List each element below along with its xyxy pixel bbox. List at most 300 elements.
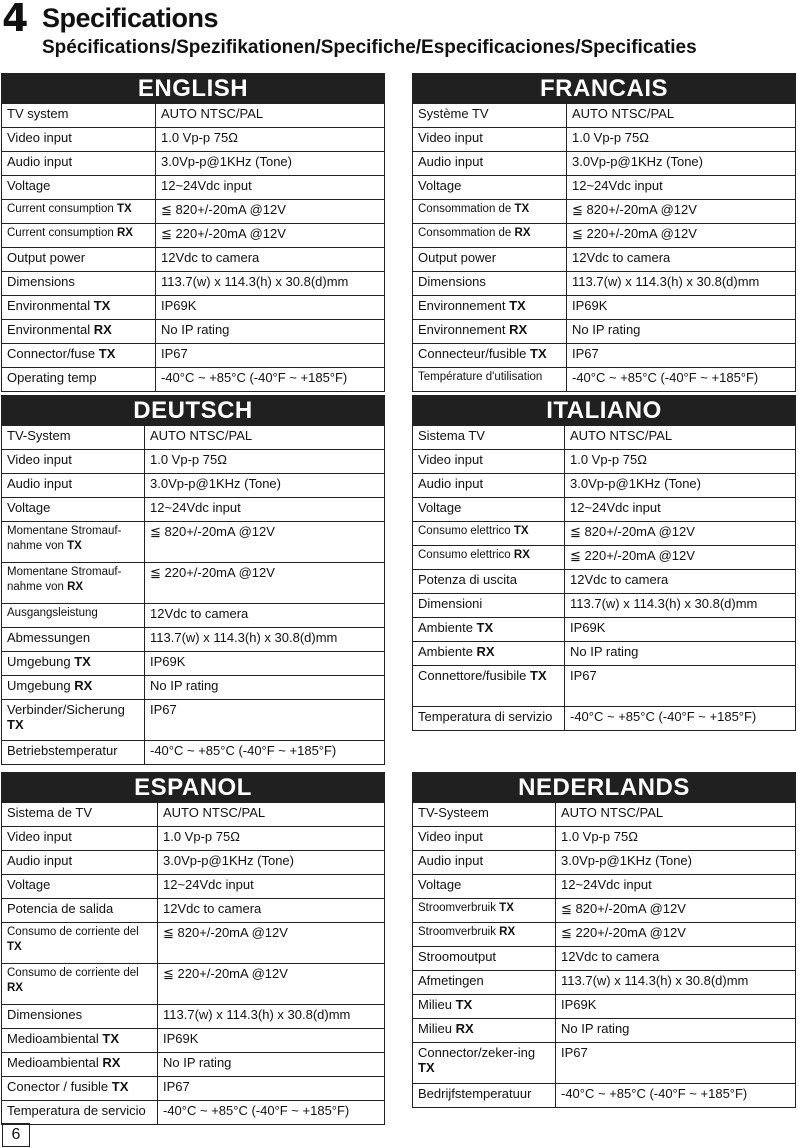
spec-label-unit: TX xyxy=(74,654,91,669)
spec-label xyxy=(2,628,145,652)
spec-label-text: Potencia de salida xyxy=(7,901,114,916)
spec-label-text: Consumo elettrico xyxy=(418,549,511,561)
spec-label-text: Video input xyxy=(418,130,483,145)
spec-row xyxy=(413,248,796,272)
spec-label-text: Consommation de xyxy=(418,203,512,215)
spec-label-text: Umgebung xyxy=(7,654,71,669)
spec-value: -40°C ~ +85°C (-40°F ~ +185°F) xyxy=(567,368,796,392)
spec-label-text: Dimensiones xyxy=(7,1007,83,1022)
spec-label-text: Bedrijfstemperatuur xyxy=(418,1086,532,1101)
spec-value: 113.7(w) x 114.3(h) x 30.8(d)mm xyxy=(556,971,796,995)
spec-label-text: Ambiente xyxy=(418,620,473,635)
spec-value: -40°C ~ +85°C (-40°F ~ +185°F) xyxy=(556,1084,796,1108)
spec-label-text: Current consumption xyxy=(7,203,114,215)
section-heading: FRANCAIS xyxy=(412,73,796,103)
spec-row xyxy=(413,200,796,224)
spec-label xyxy=(2,803,158,827)
spec-value: IP69K xyxy=(156,296,385,320)
spec-table xyxy=(412,103,796,392)
spec-label-unit: RX xyxy=(455,1021,474,1036)
spec-label-text: Dimensions xyxy=(418,274,486,289)
section-espanol xyxy=(1,772,385,1125)
spec-label xyxy=(2,426,145,450)
spec-label xyxy=(413,546,565,570)
spec-value: ≦ 820+/-20mA @12V xyxy=(567,200,796,224)
spec-label-text: Ausgangsleistung xyxy=(7,607,98,619)
spec-label-unit: TX xyxy=(7,717,24,732)
spec-value: 3.0Vp-p@1KHz (Tone) xyxy=(556,851,796,875)
spec-label xyxy=(413,827,556,851)
spec-label xyxy=(2,964,158,1005)
spec-label-unit: TX xyxy=(455,997,473,1012)
spec-label-text: Audio input xyxy=(7,853,73,868)
spec-label-unit: TX xyxy=(530,668,547,683)
spec-label xyxy=(2,224,156,248)
spec-row xyxy=(413,104,796,128)
spec-row xyxy=(413,803,796,827)
spec-value: AUTO NTSC/PAL xyxy=(567,104,796,128)
spec-label xyxy=(413,1019,556,1043)
spec-label xyxy=(413,803,556,827)
spec-row xyxy=(2,964,385,1005)
spec-row xyxy=(413,594,796,618)
spec-value: 12Vdc to camera xyxy=(158,899,385,923)
spec-row xyxy=(413,296,796,320)
spec-value: 1.0 Vp-p 75Ω xyxy=(145,450,385,474)
spec-label xyxy=(2,1053,158,1077)
spec-label xyxy=(2,1077,158,1101)
spec-label-text: Stroomverbruik xyxy=(418,902,496,914)
spec-label xyxy=(2,676,145,700)
spec-row xyxy=(2,563,385,604)
spec-value: -40°C ~ +85°C (-40°F ~ +185°F) xyxy=(565,707,796,731)
spec-label-unit: TX xyxy=(116,203,132,215)
spec-value: 12~24Vdc input xyxy=(156,176,385,200)
spec-label-text: Sistema de TV xyxy=(7,805,93,820)
spec-value: 3.0Vp-p@1KHz (Tone) xyxy=(565,474,796,498)
spec-value: 12Vdc to camera xyxy=(567,248,796,272)
page-title: Specifications xyxy=(42,3,219,33)
spec-label xyxy=(413,851,556,875)
spec-row xyxy=(2,248,385,272)
spec-row xyxy=(2,803,385,827)
spec-label-text: Consommation de xyxy=(418,227,512,239)
spec-label-text: Voltage xyxy=(418,500,462,515)
spec-value: ≦ 220+/-20mA @12V xyxy=(556,923,796,947)
spec-label-text: Connector/fuse xyxy=(7,346,96,361)
spec-value: ≦ 220+/-20mA @12V xyxy=(158,964,385,1005)
spec-label xyxy=(2,875,158,899)
spec-label-text: Milieu xyxy=(418,997,452,1012)
spec-label-text: TV-Systeem xyxy=(418,805,489,820)
spec-label-unit: RX xyxy=(514,227,531,239)
spec-label xyxy=(2,522,145,563)
spec-label xyxy=(2,320,156,344)
spec-label-text: Audio input xyxy=(7,154,73,169)
spec-row xyxy=(2,1101,385,1125)
section-francais xyxy=(412,73,796,392)
spec-label xyxy=(2,604,145,628)
spec-value: ≦ 820+/-20mA @12V xyxy=(565,522,796,546)
spec-row xyxy=(413,128,796,152)
page-number: 6 xyxy=(2,1123,30,1147)
spec-label-unit: TX xyxy=(513,525,529,537)
spec-value: AUTO NTSC/PAL xyxy=(156,104,385,128)
section-nederlands xyxy=(412,772,796,1108)
section-italiano xyxy=(412,395,796,731)
spec-row xyxy=(413,851,796,875)
spec-label-text: Voltage xyxy=(418,178,462,193)
spec-row xyxy=(2,522,385,563)
spec-value: IP67 xyxy=(156,344,385,368)
spec-value: 3.0Vp-p@1KHz (Tone) xyxy=(567,152,796,176)
spec-value: AUTO NTSC/PAL xyxy=(145,426,385,450)
spec-row xyxy=(2,1077,385,1101)
spec-label xyxy=(413,450,565,474)
spec-value: No IP rating xyxy=(556,1019,796,1043)
spec-row xyxy=(413,522,796,546)
spec-label xyxy=(413,200,567,224)
spec-label xyxy=(413,923,556,947)
spec-row xyxy=(413,875,796,899)
spec-label-unit: TX xyxy=(530,346,547,361)
spec-value: ≦ 820+/-20mA @12V xyxy=(156,200,385,224)
spec-value: IP67 xyxy=(145,700,385,741)
spec-label-text: Voltage xyxy=(7,178,51,193)
section-deutsch xyxy=(1,395,385,765)
spec-row xyxy=(413,368,796,392)
spec-label-text: Potenza di uscita xyxy=(418,572,518,587)
spec-label xyxy=(413,176,567,200)
spec-label-text: Environnement xyxy=(418,298,506,313)
spec-label-unit: RX xyxy=(74,678,93,693)
spec-row xyxy=(2,426,385,450)
spec-label-unit: TX xyxy=(111,1079,129,1094)
spec-row xyxy=(413,995,796,1019)
spec-label-unit: RX xyxy=(7,982,23,994)
spec-value: No IP rating xyxy=(567,320,796,344)
spec-row xyxy=(2,875,385,899)
spec-value: No IP rating xyxy=(565,642,796,666)
spec-row xyxy=(413,546,796,570)
spec-label-text: Temperatura de servicio xyxy=(7,1103,146,1118)
spec-row xyxy=(413,176,796,200)
spec-value: 113.7(w) x 114.3(h) x 30.8(d)mm xyxy=(158,1005,385,1029)
spec-label-unit: RX xyxy=(102,1055,121,1070)
spec-label-text: Operating temp xyxy=(7,370,97,385)
spec-row xyxy=(2,450,385,474)
spec-label-unit: TX xyxy=(93,298,111,313)
spec-label-text: Medioambiental xyxy=(7,1055,99,1070)
spec-row xyxy=(2,272,385,296)
spec-label xyxy=(413,272,567,296)
spec-row xyxy=(413,666,796,707)
spec-label-text: Consumo de corriente del xyxy=(7,967,139,979)
section-heading: ESPANOL xyxy=(1,772,385,802)
spec-row xyxy=(2,128,385,152)
spec-label-text: Milieu xyxy=(418,1021,452,1036)
spec-row xyxy=(413,707,796,731)
spec-label xyxy=(413,152,567,176)
spec-value: 1.0 Vp-p 75Ω xyxy=(565,450,796,474)
spec-label-unit: TX xyxy=(499,902,514,914)
spec-label xyxy=(2,474,145,498)
spec-label xyxy=(413,995,556,1019)
spec-value: -40°C ~ +85°C (-40°F ~ +185°F) xyxy=(145,741,385,765)
spec-label-text: Afmetingen xyxy=(418,973,484,988)
spec-label xyxy=(413,426,565,450)
spec-row xyxy=(413,827,796,851)
section-english xyxy=(1,73,385,392)
spec-label xyxy=(413,224,567,248)
spec-row xyxy=(413,498,796,522)
spec-row xyxy=(2,923,385,964)
spec-label-text: Stroomverbruik xyxy=(418,926,496,938)
spec-label-text: Environnement xyxy=(418,322,506,337)
spec-label xyxy=(2,1029,158,1053)
spec-label-unit: RX xyxy=(499,926,516,938)
spec-label xyxy=(413,875,556,899)
spec-value: No IP rating xyxy=(158,1053,385,1077)
spec-value: No IP rating xyxy=(145,676,385,700)
section-heading: NEDERLANDS xyxy=(412,772,796,802)
spec-label-text: Système TV xyxy=(418,106,489,121)
spec-label xyxy=(413,296,567,320)
spec-label-unit: RX xyxy=(93,322,112,337)
spec-row xyxy=(413,618,796,642)
spec-label-text: Video input xyxy=(7,130,72,145)
spec-row xyxy=(2,1005,385,1029)
spec-value: 113.7(w) x 114.3(h) x 30.8(d)mm xyxy=(567,272,796,296)
spec-table xyxy=(412,425,796,731)
spec-row xyxy=(2,200,385,224)
spec-row xyxy=(413,1043,796,1084)
spec-row xyxy=(413,1019,796,1043)
spec-row xyxy=(2,498,385,522)
spec-label-text: Current consumption xyxy=(7,227,114,239)
spec-label-text: Abmessungen xyxy=(7,630,91,645)
spec-table xyxy=(1,103,385,392)
spec-value: IP69K xyxy=(158,1029,385,1053)
spec-label-unit: RX xyxy=(509,322,528,337)
spec-label-text: TV-System xyxy=(7,428,71,443)
spec-label-unit: RX xyxy=(513,549,530,561)
spec-row xyxy=(413,474,796,498)
spec-label-text: Momentane Stromauf-nahme von xyxy=(7,566,122,593)
spec-label-unit: TX xyxy=(67,540,82,552)
spec-row xyxy=(413,899,796,923)
spec-row xyxy=(2,1029,385,1053)
section-heading: ENGLISH xyxy=(1,73,385,103)
spec-value: ≦ 820+/-20mA @12V xyxy=(145,522,385,563)
spec-label-text: Connettore/fusibile xyxy=(418,668,527,683)
spec-value: 1.0 Vp-p 75Ω xyxy=(556,827,796,851)
section-heading: ITALIANO xyxy=(412,395,796,425)
spec-label xyxy=(2,1005,158,1029)
spec-row xyxy=(2,152,385,176)
spec-row xyxy=(2,474,385,498)
spec-row xyxy=(413,450,796,474)
spec-row xyxy=(2,104,385,128)
chapter-number: 4 xyxy=(2,0,29,40)
spec-label xyxy=(413,474,565,498)
spec-value: No IP rating xyxy=(156,320,385,344)
spec-label xyxy=(413,344,567,368)
spec-value: AUTO NTSC/PAL xyxy=(556,803,796,827)
spec-label xyxy=(413,707,565,731)
spec-label-text: Medioambiental xyxy=(7,1031,99,1046)
spec-label xyxy=(413,128,567,152)
spec-label-text: Stroomoutput xyxy=(418,949,497,964)
spec-label xyxy=(2,104,156,128)
spec-label-text: Audio input xyxy=(7,476,73,491)
spec-row xyxy=(2,741,385,765)
spec-label-text: Voltage xyxy=(7,500,51,515)
page-subtitle: Spécifications/Spezifikationen/Specifiche/Especificaciones/Specificaties xyxy=(42,37,697,58)
spec-label-unit: RX xyxy=(476,644,495,659)
spec-row xyxy=(2,676,385,700)
spec-value: 1.0 Vp-p 75Ω xyxy=(158,827,385,851)
spec-value: IP67 xyxy=(556,1043,796,1084)
spec-row xyxy=(413,570,796,594)
spec-row xyxy=(2,224,385,248)
spec-value: 113.7(w) x 114.3(h) x 30.8(d)mm xyxy=(565,594,796,618)
spec-value: 12Vdc to camera xyxy=(565,570,796,594)
spec-value: 3.0Vp-p@1KHz (Tone) xyxy=(156,152,385,176)
spec-label-text: Video input xyxy=(418,829,483,844)
spec-value: IP67 xyxy=(567,344,796,368)
spec-value: 12~24Vdc input xyxy=(158,875,385,899)
spec-label-unit: TX xyxy=(98,346,116,361)
spec-value: IP67 xyxy=(565,666,796,707)
spec-label-text: Verbinder/Sicherung xyxy=(7,702,125,717)
spec-label-text: Output power xyxy=(418,250,497,265)
spec-label xyxy=(2,152,156,176)
spec-label-text: Audio input xyxy=(418,154,484,169)
spec-value: 3.0Vp-p@1KHz (Tone) xyxy=(145,474,385,498)
spec-value: 12Vdc to camera xyxy=(556,947,796,971)
spec-label xyxy=(413,1043,556,1084)
spec-label-text: Connector/zeker-ing xyxy=(418,1045,536,1060)
spec-label xyxy=(2,450,145,474)
spec-label-text: Température d'utilisation xyxy=(418,371,543,383)
spec-label-text: Environmental xyxy=(7,322,91,337)
spec-label-text: Environmental xyxy=(7,298,91,313)
spec-value: 12~24Vdc input xyxy=(567,176,796,200)
spec-label-unit: TX xyxy=(102,1031,120,1046)
spec-value: ≦ 820+/-20mA @12V xyxy=(556,899,796,923)
spec-value: 12Vdc to camera xyxy=(145,604,385,628)
spec-label xyxy=(413,320,567,344)
spec-label-unit: RX xyxy=(116,227,133,239)
spec-label xyxy=(413,248,567,272)
spec-label-text: Sistema TV xyxy=(418,428,485,443)
spec-row xyxy=(413,320,796,344)
spec-label xyxy=(413,971,556,995)
spec-label xyxy=(413,104,567,128)
spec-row xyxy=(413,224,796,248)
spec-label-text: Voltage xyxy=(7,877,51,892)
spec-table xyxy=(412,802,796,1108)
spec-value: 3.0Vp-p@1KHz (Tone) xyxy=(158,851,385,875)
spec-label xyxy=(2,563,145,604)
spec-row xyxy=(2,827,385,851)
spec-value: IP69K xyxy=(567,296,796,320)
spec-label-text: Umgebung xyxy=(7,678,71,693)
spec-row xyxy=(413,152,796,176)
spec-row xyxy=(2,700,385,741)
spec-value: -40°C ~ +85°C (-40°F ~ +185°F) xyxy=(156,368,385,392)
spec-label xyxy=(2,248,156,272)
spec-row xyxy=(413,642,796,666)
spec-row xyxy=(2,652,385,676)
spec-label xyxy=(413,498,565,522)
spec-label-unit: TX xyxy=(7,941,22,953)
spec-value: ≦ 220+/-20mA @12V xyxy=(145,563,385,604)
spec-label-text: Video input xyxy=(7,829,72,844)
spec-label xyxy=(2,272,156,296)
spec-value: IP69K xyxy=(565,618,796,642)
spec-label xyxy=(413,642,565,666)
spec-row xyxy=(413,923,796,947)
spec-table xyxy=(1,802,385,1125)
spec-label-text: Audio input xyxy=(418,853,484,868)
spec-label-text: Output power xyxy=(7,250,86,265)
spec-value: 12~24Vdc input xyxy=(556,875,796,899)
spec-value: AUTO NTSC/PAL xyxy=(158,803,385,827)
spec-label-text: Ambiente xyxy=(418,644,473,659)
section-heading: DEUTSCH xyxy=(1,395,385,425)
spec-label xyxy=(413,594,565,618)
spec-label xyxy=(2,128,156,152)
spec-row xyxy=(2,176,385,200)
spec-label xyxy=(413,618,565,642)
spec-label xyxy=(2,700,145,741)
spec-label-text: Temperatura di servizio xyxy=(418,709,553,724)
spec-value: 12Vdc to camera xyxy=(156,248,385,272)
spec-label-unit: TX xyxy=(509,298,526,313)
spec-label-text: Connecteur/fusible xyxy=(418,346,527,361)
spec-row xyxy=(2,344,385,368)
spec-label-text: Video input xyxy=(418,452,483,467)
spec-value: ≦ 220+/-20mA @12V xyxy=(156,224,385,248)
spec-label xyxy=(2,344,156,368)
spec-label-text: Voltage xyxy=(418,877,462,892)
spec-row xyxy=(413,344,796,368)
spec-value: IP67 xyxy=(158,1077,385,1101)
spec-label xyxy=(2,851,158,875)
spec-label xyxy=(2,498,145,522)
spec-label xyxy=(2,368,156,392)
spec-label xyxy=(2,899,158,923)
spec-label-text: TV system xyxy=(7,106,69,121)
spec-value: 12~24Vdc input xyxy=(145,498,385,522)
spec-label xyxy=(413,1084,556,1108)
spec-row xyxy=(2,296,385,320)
spec-label-text: Video input xyxy=(7,452,72,467)
spec-label xyxy=(2,200,156,224)
spec-label xyxy=(2,652,145,676)
spec-label-text: Consumo elettrico xyxy=(418,525,511,537)
spec-value: IP69K xyxy=(145,652,385,676)
spec-row xyxy=(413,971,796,995)
spec-value: ≦ 820+/-20mA @12V xyxy=(158,923,385,964)
spec-value: 1.0 Vp-p 75Ω xyxy=(567,128,796,152)
spec-value: 113.7(w) x 114.3(h) x 30.8(d)mm xyxy=(156,272,385,296)
spec-value: ≦ 220+/-20mA @12V xyxy=(567,224,796,248)
spec-label xyxy=(413,666,565,707)
spec-label-text: Dimensioni xyxy=(418,596,483,611)
